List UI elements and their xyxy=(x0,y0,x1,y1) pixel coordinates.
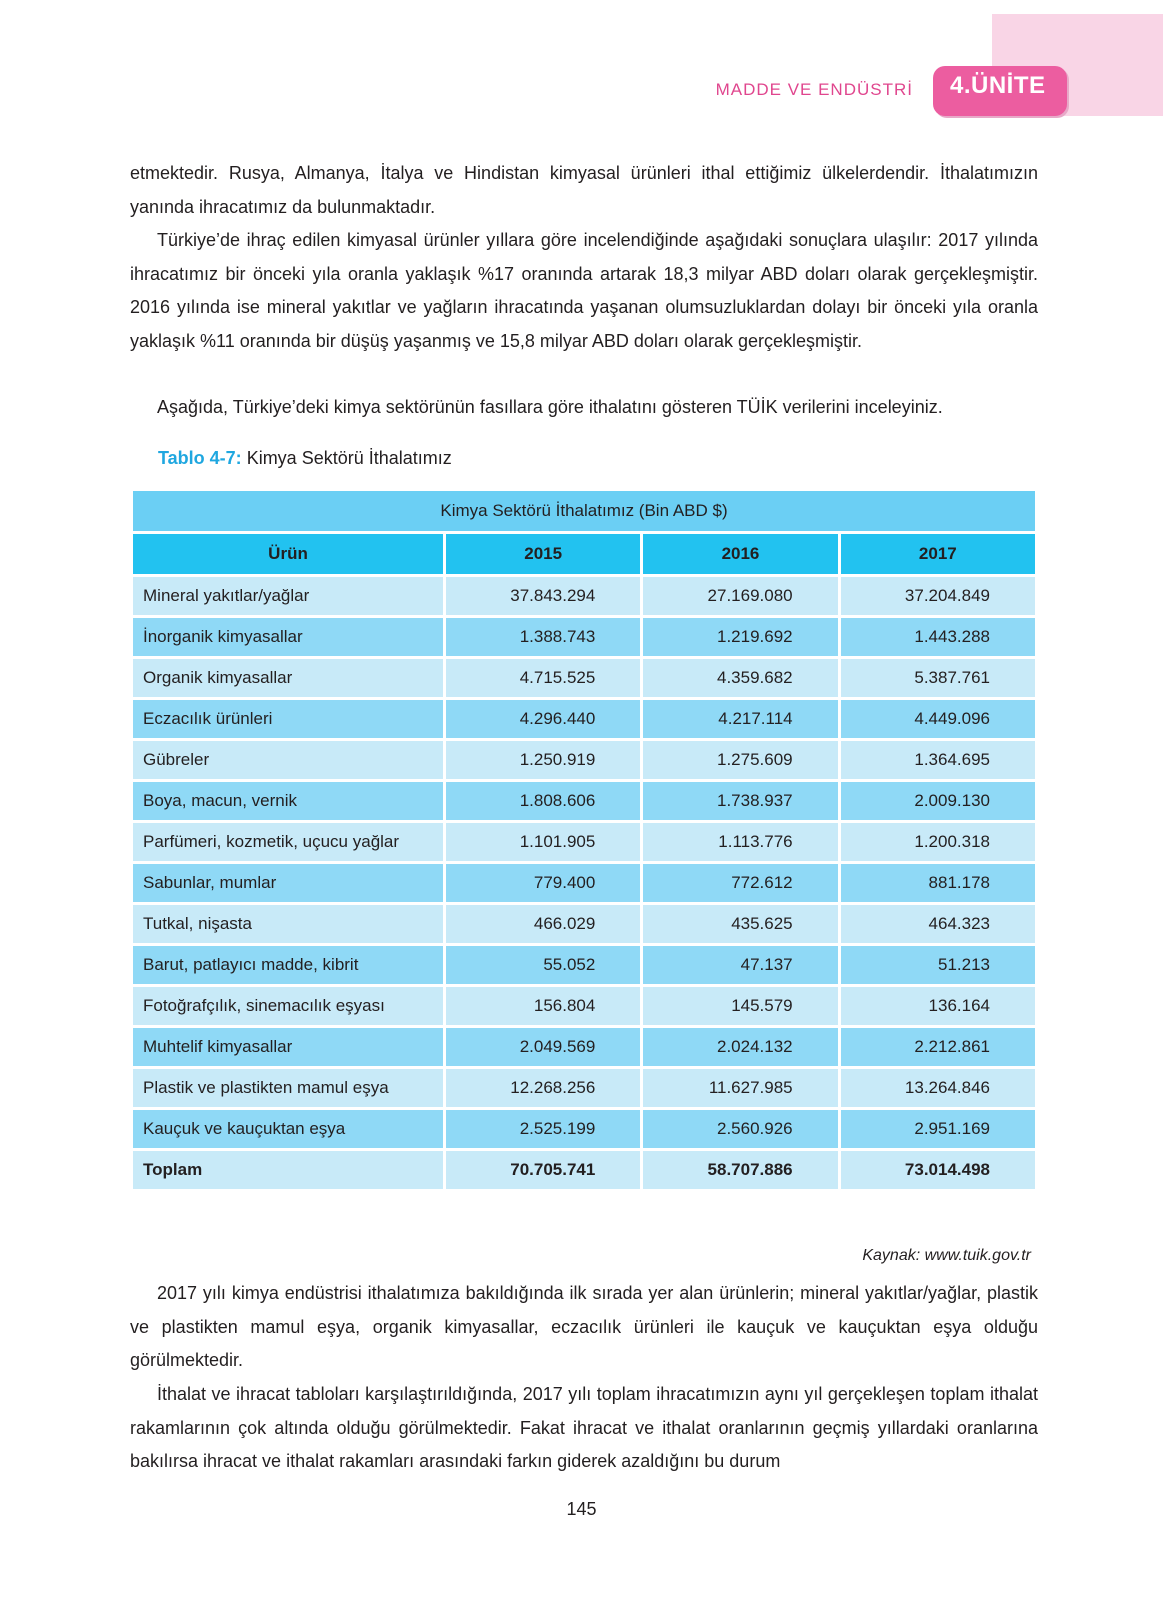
table-title: Kimya Sektörü İthalatımız (Bin ABD $) xyxy=(132,490,1037,533)
value-cell: 2.009.130 xyxy=(839,781,1036,822)
product-cell: Mineral yakıtlar/yağlar xyxy=(132,576,445,617)
value-cell: 464.323 xyxy=(839,904,1036,945)
value-cell: 1.364.695 xyxy=(839,740,1036,781)
product-cell: Barut, patlayıcı madde, kibrit xyxy=(132,945,445,986)
value-cell: 881.178 xyxy=(839,863,1036,904)
table-body xyxy=(132,576,1037,1191)
product-cell: Gübreler xyxy=(132,740,445,781)
table-row xyxy=(132,699,1037,740)
value-cell: 1.200.318 xyxy=(839,822,1036,863)
chemical-imports-table xyxy=(130,488,1038,1192)
value-cell: 145.579 xyxy=(642,986,839,1027)
column-header: 2016 xyxy=(642,533,839,576)
value-cell: 51.213 xyxy=(839,945,1036,986)
value-cell: 12.268.256 xyxy=(445,1068,642,1109)
value-cell: 5.387.761 xyxy=(839,658,1036,699)
value-cell: 37.204.849 xyxy=(839,576,1036,617)
table-row xyxy=(132,576,1037,617)
column-header: 2017 xyxy=(839,533,1036,576)
value-cell: 1.388.743 xyxy=(445,617,642,658)
value-cell: 58.707.886 xyxy=(642,1150,839,1191)
value-cell: 2.049.569 xyxy=(445,1027,642,1068)
table-row xyxy=(132,658,1037,699)
value-cell: 2.560.926 xyxy=(642,1109,839,1150)
value-cell: 1.113.776 xyxy=(642,822,839,863)
value-cell: 772.612 xyxy=(642,863,839,904)
value-cell: 37.843.294 xyxy=(445,576,642,617)
value-cell: 1.275.609 xyxy=(642,740,839,781)
value-cell: 11.627.985 xyxy=(642,1068,839,1109)
source-note: Kaynak: www.tuik.gov.tr xyxy=(862,1247,1031,1264)
value-cell: 435.625 xyxy=(642,904,839,945)
product-cell: Kauçuk ve kauçuktan eşya xyxy=(132,1109,445,1150)
value-cell: 4.296.440 xyxy=(445,699,642,740)
product-cell: Eczacılık ürünleri xyxy=(132,699,445,740)
value-cell: 1.738.937 xyxy=(642,781,839,822)
value-cell: 70.705.741 xyxy=(445,1150,642,1191)
product-cell: Organik kimyasallar xyxy=(132,658,445,699)
table-row xyxy=(132,863,1037,904)
value-cell: 1.443.288 xyxy=(839,617,1036,658)
value-cell: 1.250.919 xyxy=(445,740,642,781)
table-total-row xyxy=(132,1150,1037,1191)
column-header: 2015 xyxy=(445,533,642,576)
table-caption xyxy=(158,448,452,469)
value-cell: 4.217.114 xyxy=(642,699,839,740)
product-cell: Tutkal, nişasta xyxy=(132,904,445,945)
product-cell: Boya, macun, vernik xyxy=(132,781,445,822)
unit-label: 4.ÜNİTE xyxy=(950,72,1046,99)
product-cell: Plastik ve plastikten mamul eşya xyxy=(132,1068,445,1109)
value-cell: 136.164 xyxy=(839,986,1036,1027)
value-cell: 156.804 xyxy=(445,986,642,1027)
page-number: 145 xyxy=(566,1499,597,1519)
table-row xyxy=(132,1109,1037,1150)
value-cell: 13.264.846 xyxy=(839,1068,1036,1109)
paragraph-1: etmektedir. Rusya, Almanya, İtalya ve Hindistan kimyasal ürünleri ithal ettiğimiz ülkelerdendir. İthalatımızın yanında ihracatımız da bulunmaktadır. xyxy=(130,163,1038,217)
product-cell: Sabunlar, mumlar xyxy=(132,863,445,904)
value-cell: 1.219.692 xyxy=(642,617,839,658)
table-row xyxy=(132,1027,1037,1068)
value-cell: 2.212.861 xyxy=(839,1027,1036,1068)
value-cell: 2.951.169 xyxy=(839,1109,1036,1150)
table-row xyxy=(132,1068,1037,1109)
paragraph-3: Aşağıda, Türkiye’deki kimya sektörünün fasıllara göre ithalatını gösteren TÜİK verilerini inceleyiniz. xyxy=(157,397,943,417)
column-header: Ürün xyxy=(132,533,445,576)
product-cell: Muhtelif kimyasallar xyxy=(132,1027,445,1068)
table-header-row xyxy=(132,533,1037,576)
value-cell: 1.808.606 xyxy=(445,781,642,822)
value-cell: 47.137 xyxy=(642,945,839,986)
value-cell: 73.014.498 xyxy=(839,1150,1036,1191)
value-cell: 27.169.080 xyxy=(642,576,839,617)
header-title: MADDE VE ENDÜSTRİ xyxy=(715,80,913,99)
value-cell: 2.525.199 xyxy=(445,1109,642,1150)
product-cell: İnorganik kimyasallar xyxy=(132,617,445,658)
table-caption-label: Tablo 4-7: xyxy=(158,448,242,468)
value-cell: 4.715.525 xyxy=(445,658,642,699)
table-row xyxy=(132,617,1037,658)
value-cell: 466.029 xyxy=(445,904,642,945)
product-cell: Parfümeri, kozmetik, uçucu yağlar xyxy=(132,822,445,863)
product-cell: Toplam xyxy=(132,1150,445,1191)
product-cell: Fotoğrafçılık, sinemacılık eşyası xyxy=(132,986,445,1027)
value-cell: 4.359.682 xyxy=(642,658,839,699)
table-caption-text: Kimya Sektörü İthalatımız xyxy=(246,448,452,468)
table-row xyxy=(132,822,1037,863)
paragraph-5: İthalat ve ihracat tabloları karşılaştırıldığında, 2017 yılı toplam ihracatımızın aynı yıl gerçekleşen toplam ithalat rakamlarının çok altında olduğu görülmektedir. Fakat ihracat ve ithalat oranlarının geçmiş yıllardaki oranlarına bakılırsa ihracat ve ithalat rakamları arasındaki farkın giderek azaldığını bu durum xyxy=(130,1384,1038,1471)
table-row xyxy=(132,904,1037,945)
value-cell: 55.052 xyxy=(445,945,642,986)
paragraph-4: 2017 yılı kimya endüstrisi ithalatımıza bakıldığında ilk sırada yer alan ürünlerin; mineral yakıtlar/yağlar, plastik ve plastikten mamul eşya, organik kimyasallar, eczacılık ürünleri ile kauçuk ve kauçuktan eşya olduğu görülmektedir. xyxy=(130,1283,1038,1370)
value-cell: 2.024.132 xyxy=(642,1027,839,1068)
value-cell: 779.400 xyxy=(445,863,642,904)
table-row xyxy=(132,740,1037,781)
value-cell: 4.449.096 xyxy=(839,699,1036,740)
table-row xyxy=(132,986,1037,1027)
paragraph-2: Türkiye’de ihraç edilen kimyasal ürünler yıllara göre incelendiğinde aşağıdaki sonuçlara ulaşılır: 2017 yılında ihracatımız bir önceki yıla oranla yaklaşık %17 oranında artarak 18,3 milyar ABD doları olarak gerçekleşmiştir. 2016 yılında ise mineral yakıtlar ve yağların ihracatında yaşanan olumsuzluklardan dolayı bir önceki yıla oranla yaklaşık %11 oranında bir düşüş yaşanmış ve 15,8 milyar ABD doları olarak gerçekleşmiştir. xyxy=(130,230,1038,351)
table-row xyxy=(132,945,1037,986)
value-cell: 1.101.905 xyxy=(445,822,642,863)
table-row xyxy=(132,781,1037,822)
